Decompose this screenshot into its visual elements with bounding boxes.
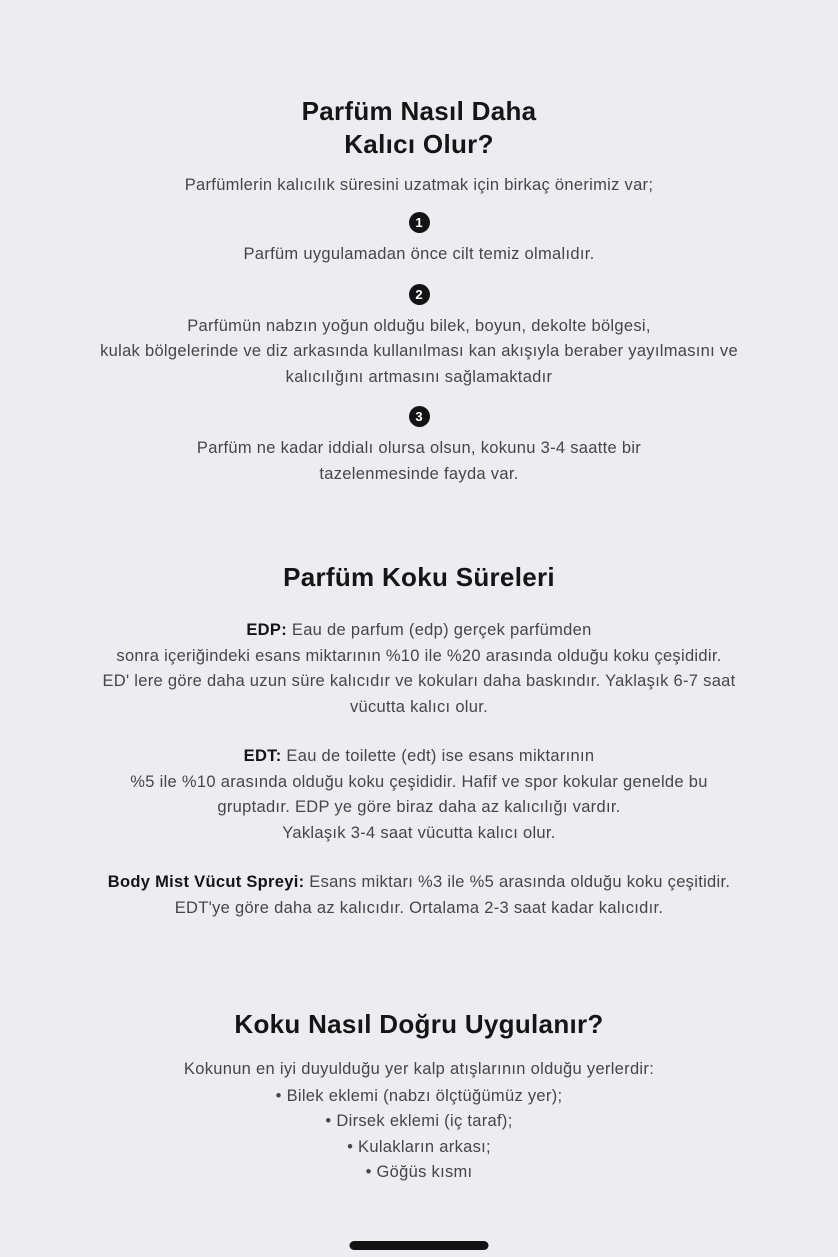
duration-text-line: Yaklaşık 3-4 saat vücutta kalıcı olur.: [282, 823, 556, 842]
duration-item: [0, 870, 838, 921]
tip-number-badge: 3: [409, 406, 430, 427]
home-indicator-bar: [350, 1241, 489, 1250]
tip-item: [0, 284, 838, 391]
tip-text-line: Parfüm ne kadar iddialı olursa olsun, kokunu 3-4 saatte bir: [196, 439, 642, 457]
tip-number-badge: 1: [409, 212, 430, 233]
duration-text-line: EDT: Eau de toilette (edt) ise esans miktarının: [243, 747, 595, 765]
persistence-title-line-1: Parfüm Nasıl Daha: [301, 96, 537, 126]
duration-text-line: ED' lere göre daha uzun süre kalıcıdır ve kokuları daha baskındır. Yaklaşık 6-7 saat: [102, 672, 736, 690]
duration-item: [0, 744, 838, 846]
section-application: [0, 1008, 838, 1186]
duration-text-line: EDT'ye göre daha az kalıcıdır. Ortalama 2-3 saat kadar kalıcıdır.: [174, 898, 664, 917]
duration-text-line: EDP: Eau de parfum (edp) gerçek parfümden: [246, 621, 592, 639]
persistence-title-line-2: Kalıcı Olur?: [344, 129, 494, 159]
bullet-item: • Kulakların arkası;: [347, 1137, 491, 1156]
tip-text-line: kulak bölgelerinde ve diz arkasında kullanılması kan akışıyla beraber yayılmasını ve: [100, 342, 738, 360]
application-intro: Kokunun en iyi duyulduğu yer kalp atışlarının olduğu yerlerdir:: [183, 1060, 655, 1078]
tip-text-line: tazelenmesinde fayda var.: [319, 464, 519, 483]
persistence-intro: Parfümlerin kalıcılık süresini uzatmak için birkaç önerimiz var;: [184, 176, 654, 194]
durations-list: [0, 618, 838, 921]
bullet-item: • Bilek eklemi (nabzı ölçtüğümüz yer);: [275, 1086, 563, 1105]
tips-list: [0, 212, 838, 487]
duration-label: EDT:: [243, 747, 282, 765]
section-persistence: [0, 95, 838, 487]
duration-label: Body Mist Vücut Spreyi:: [107, 873, 305, 891]
section-durations: [0, 561, 838, 921]
tip-item: [0, 406, 838, 487]
duration-label: EDP:: [246, 621, 287, 639]
persistence-title: [0, 95, 838, 161]
duration-item: [0, 618, 838, 720]
duration-text-line: Body Mist Vücut Spreyi: Esans miktarı %3 ile %5 arasında olduğu koku çeşitidir.: [107, 873, 731, 891]
duration-text-line: gruptadır. EDP ye göre biraz daha az kalıcılığı vardır.: [217, 798, 621, 816]
durations-title: Parfüm Koku Süreleri: [283, 562, 555, 592]
duration-text-line: %5 ile %10 arasında olduğu koku çeşididir. Hafif ve spor kokular genelde bu: [130, 772, 708, 791]
application-title: Koku Nasıl Doğru Uygulanır?: [234, 1009, 604, 1039]
tip-number-badge: 2: [409, 284, 430, 305]
tip-text-line: Parfümün nabzın yoğun olduğu bilek, boyun, dekolte bölgesi,: [187, 316, 651, 335]
tip-text-line: Parfüm uygulamadan önce cilt temiz olmalıdır.: [243, 245, 595, 263]
tip-item: [0, 212, 838, 268]
duration-text-line: vücutta kalıcı olur.: [349, 697, 489, 716]
bullet-list: [0, 1084, 838, 1186]
tip-text-line: kalıcılığını artmasını sağlamaktadır: [285, 367, 553, 386]
bullet-item: • Dirsek eklemi (iç taraf);: [325, 1112, 513, 1130]
duration-text-line: sonra içeriğindeki esans miktarının %10 ile %20 arasında olduğu koku çeşididir.: [116, 646, 722, 665]
bullet-item: • Göğüs kısmı: [365, 1163, 473, 1181]
